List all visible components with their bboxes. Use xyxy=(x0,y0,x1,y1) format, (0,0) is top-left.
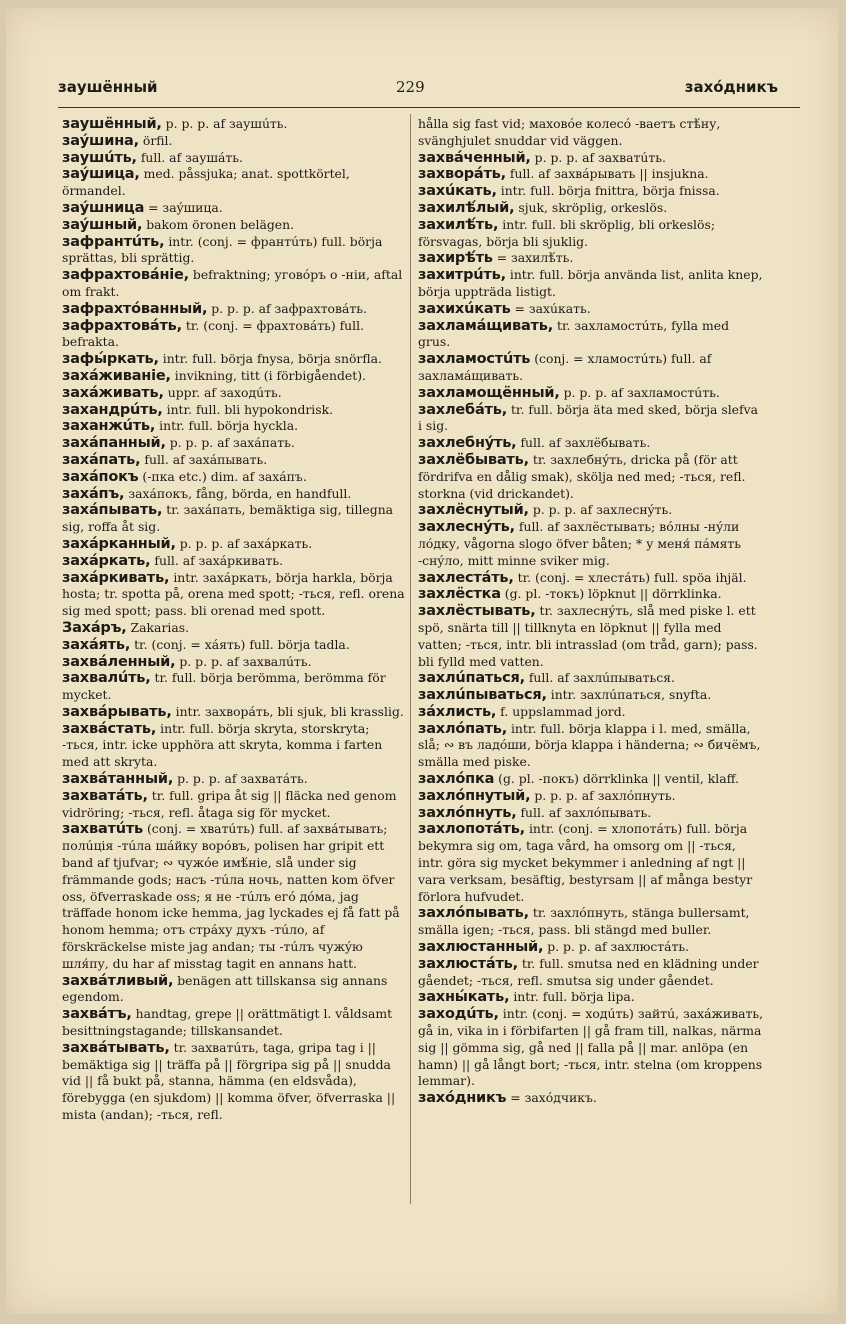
dictionary-entry xyxy=(418,116,764,150)
entry-definition: p. p. p. af захламостúть. xyxy=(559,384,720,400)
entry-definition: full. af захлёстывать; вóлны -нýли лóдку, vågorna slogo öfver båten; * у меня́ пáмять -снýло, mitt minne sviker mig. xyxy=(418,519,742,568)
dictionary-entry xyxy=(62,788,405,822)
dictionary-entry xyxy=(418,519,764,569)
dictionary-entry xyxy=(418,402,764,436)
dictionary-entry xyxy=(62,771,405,788)
entry-headword: захлёстка xyxy=(418,586,501,603)
entry-definition: intr. full. börja använda list, anlita knep, börja uppträda listigt. xyxy=(418,267,763,299)
dictionary-entry xyxy=(418,670,764,687)
entry-definition: bakom öronen belägen. xyxy=(142,216,295,232)
entry-definition: tr. захáпать, bemäktiga sig, tillegna sig, roffa åt sig. xyxy=(62,502,394,535)
entry-headword: захватáть, xyxy=(62,787,148,804)
entry-headword: захвáстать, xyxy=(62,720,157,737)
dictionary-entry xyxy=(62,536,405,553)
entry-headword: зафы́ркать, xyxy=(62,351,159,368)
dictionary-entry xyxy=(62,973,405,1007)
entry-headword: захáпъ, xyxy=(62,485,125,502)
entry-definition: intr. full. bli hypokondrisk. xyxy=(162,401,334,417)
dictionary-entry xyxy=(418,150,764,167)
entry-headword: захлестáть, xyxy=(418,569,514,586)
dictionary-entry xyxy=(62,166,405,200)
entry-definition: = захúкать. xyxy=(510,300,591,316)
dictionary-entry xyxy=(418,1090,764,1107)
dictionary-entry xyxy=(418,200,764,217)
entry-headword: заушúть, xyxy=(62,149,137,166)
entry-headword: зафрахтóванный, xyxy=(62,300,208,317)
dictionary-entry xyxy=(62,1006,405,1040)
entry-definition: intr. full. börja fnittra, börja fnissa. xyxy=(496,183,720,199)
dictionary-entry xyxy=(62,267,405,301)
entry-headword: захлёснутый, xyxy=(418,502,529,519)
dictionary-entry xyxy=(418,687,764,704)
dictionary-entry xyxy=(62,200,405,217)
entry-headword: захвáтъ, xyxy=(62,1006,132,1023)
entry-headword: захáять, xyxy=(62,636,131,653)
dictionary-entry xyxy=(62,570,405,620)
dictionary-entry xyxy=(418,452,764,502)
entry-headword: захлопотáть, xyxy=(418,821,525,838)
page-header xyxy=(58,78,778,104)
entry-headword: зафрантúть, xyxy=(62,233,165,250)
right-column xyxy=(418,116,764,1107)
dictionary-entry xyxy=(62,385,405,402)
dictionary-entry xyxy=(418,771,764,788)
entry-definition: (conj. = хватúть) full. af захвáтывать; полúція -тúла шáйку ворóвъ, polisen har gripit ett band af tjufvar; ∾ чужóе имѣ́ніе, slå under sig främmande gods; насъ -тúла ночь, natten kom öfver oss, öfverraskade oss; я не -тúлъ егó дóма, jag träffade honom icke hemma, jag lyckades ej få fatt på honom hemma; отъ стрáху духъ -тúло, af förskräckelse miste jag andan; ты -тúлъ чужýю шля́пу, du har af misstag tagit en annans hatt. xyxy=(62,821,400,971)
dictionary-entry xyxy=(62,150,405,167)
entry-headword: захлеснýть, xyxy=(418,519,515,536)
entry-headword: захóдникъ xyxy=(418,1090,507,1107)
entry-headword: захáрканный, xyxy=(62,535,176,552)
entry-headword: захáркать, xyxy=(62,552,151,569)
dictionary-entry xyxy=(418,570,764,587)
entry-headword: захáпокъ xyxy=(62,468,139,485)
entry-definition: tr. (conj. = фрахтовáть) full. befrakta. xyxy=(62,317,365,350)
entry-headword: захúкать, xyxy=(418,183,497,200)
entry-headword: захáпывать, xyxy=(62,502,163,519)
entry-headword: зáхлисть, xyxy=(418,703,497,720)
entry-definition: med. påssjuka; anat. spottkörtel, örmandel. xyxy=(62,166,350,199)
entry-definition: intr. full. bli skröplig, bli orkeslös; försvagas, börja bli sjuklig. xyxy=(418,216,716,249)
entry-headword: захлúпаться, xyxy=(418,670,525,687)
dictionary-entry xyxy=(418,435,764,452)
entry-headword: заушённый, xyxy=(62,116,162,132)
entry-definition: intr. (conj. = ходúть) зайтú, захáживать, gå in, vika in i förbifarten || gå fram till, nalkas, närma sig || gömma sig, gå ned || falla på || mar. anlöpa (en hamn) || gå långt bort; -ться, intr. stelna (om kroppens lemmar). xyxy=(418,1006,764,1089)
entry-definition: tr. захватúть, taga, gripa tag i || bemäktiga sig || träffa på || förgripa sig på || snudda vid || få bukt på, stanna, hämma (en eldsvåda), förebygga (en sjukdom) || komma öfver, öfverraska || mista (andan); -ться, refl. xyxy=(62,1039,396,1123)
dictionary-entry xyxy=(418,250,764,267)
entry-definition: (g. pl. -покъ) dörrklinka || ventil, klaff. xyxy=(494,771,739,787)
entry-definition: = заýшица. xyxy=(144,199,223,215)
entry-definition: sjuk, skröplig, orkeslös. xyxy=(514,199,668,215)
entry-definition: intr. full. börja fnysa, börja snörfla. xyxy=(158,351,382,367)
entry-headword: заходúть, xyxy=(418,1006,499,1023)
entry-definition: tr. захламостúть, fylla med grus. xyxy=(418,317,729,350)
dictionary-entry xyxy=(62,721,405,771)
dictionary-entry xyxy=(62,301,405,318)
entry-definition: intr. захлúпаться, snyfta. xyxy=(546,687,712,703)
entry-definition: full. af захлёбывать. xyxy=(516,435,651,451)
dictionary-entry xyxy=(418,502,764,519)
entry-definition: intr. захáркать, börja harkla, börja hosta; tr. spotta på, orena med spott; -ться, refl. orena sig med spott; pass. bli orenad med spott. xyxy=(62,569,405,619)
entry-definition: full. af захáркивать. xyxy=(150,552,284,568)
entry-headword: захлóпывать, xyxy=(418,905,529,922)
entry-headword: захлúпываться, xyxy=(418,687,547,704)
entry-headword: захилѣ́ть, xyxy=(418,216,499,233)
entry-definition: intr. full. börja lipa. xyxy=(509,989,635,1005)
entry-headword: захлёбывать, xyxy=(418,451,529,468)
dictionary-entry xyxy=(418,956,764,990)
left-guide-word: заушённый xyxy=(58,78,158,96)
entry-headword: захламостúть xyxy=(418,351,531,368)
entry-definition: invikning, titt (i förbigåendet). xyxy=(170,367,366,383)
entry-headword: захвáтливый, xyxy=(62,972,174,989)
dictionary-entry xyxy=(62,704,405,721)
entry-headword: захáживаніе, xyxy=(62,367,171,384)
entry-headword: захвáрывать, xyxy=(62,703,172,720)
dictionary-entry xyxy=(418,586,764,603)
entry-definition: full. af захвáрывать || insjukna. xyxy=(505,166,709,182)
entry-definition: intr. захворáть, bli sjuk, bli krasslig. xyxy=(171,703,404,719)
entry-headword: захламощённый, xyxy=(418,384,560,401)
entry-headword: захвáленный, xyxy=(62,653,176,670)
entry-definition: (-пка etc.) dim. af захáпъ. xyxy=(138,468,307,484)
entry-definition: full. af захлóпывать. xyxy=(516,804,652,820)
entry-definition: tr. (conj. = хáять) full. börja tadla. xyxy=(130,636,350,652)
dictionary-entry xyxy=(418,603,764,670)
left-column xyxy=(62,116,405,1124)
dictionary-entry xyxy=(418,788,764,805)
entry-headword: захитрúть, xyxy=(418,267,506,284)
entry-headword: захлебнýть, xyxy=(418,435,517,452)
dictionary-entry xyxy=(62,637,405,654)
dictionary-entry xyxy=(418,183,764,200)
entry-headword: захлóпнутый, xyxy=(418,787,531,804)
dictionary-entry xyxy=(418,301,764,318)
entry-definition: f. uppslammad jord. xyxy=(496,703,626,719)
entry-headword: захлóпнуть, xyxy=(418,804,517,821)
entry-definition: benägen att tillskansa sig annans egendom. xyxy=(62,972,388,1005)
dictionary-entry xyxy=(62,351,405,368)
entry-definition: intr. full. börja skryta, storskryta; -ться, intr. icke upphöra att skryta, komma i farten med att skryta. xyxy=(62,720,383,770)
column-divider xyxy=(410,114,411,1204)
entry-definition: tr. full. gripa åt sig || fläcka ned genom vidröring; -ться, refl. åtaga sig för mycket. xyxy=(62,787,397,820)
entry-headword: захáживать, xyxy=(62,384,164,401)
entry-definition: tr. full. börja berömma, berömma för mycket. xyxy=(62,670,386,703)
dictionary-entry xyxy=(62,435,405,452)
dictionary-entry xyxy=(418,721,764,771)
entry-definition: intr. (conj. = франтúть) full. börja sprättas, bli sprättig. xyxy=(62,233,383,266)
dictionary-entry xyxy=(418,939,764,956)
entry-definition: full. af захлúпываться. xyxy=(524,670,675,686)
entry-definition: full. af заушáть. xyxy=(136,149,243,165)
dictionary-entry xyxy=(62,318,405,352)
entry-definition: (conj. = хламостúть) full. af захламáщивать. xyxy=(418,351,712,383)
header-rule xyxy=(58,107,800,108)
page-number: 229 xyxy=(396,78,425,96)
entry-definition: p. p. p. af захвалúть. xyxy=(175,653,312,669)
dictionary-entry xyxy=(418,704,764,721)
dictionary-entry xyxy=(418,166,764,183)
dictionary-entry xyxy=(62,486,405,503)
entry-headword: заханжúть, xyxy=(62,418,156,435)
entry-definition: p. p. p. af захáркать. xyxy=(175,535,313,551)
entry-definition: = захилѣ́ть. xyxy=(492,250,574,266)
dictionary-entry xyxy=(418,989,764,1006)
entry-definition: p. p. p. af заушúть. xyxy=(161,116,288,131)
entry-headword: захворáть, xyxy=(418,166,506,183)
entry-definition: tr. full. börja äta med sked, börja slefva i sig. xyxy=(418,401,758,434)
entry-headword: захлюстанный, xyxy=(418,939,544,956)
entry-headword: захáпанный, xyxy=(62,435,166,452)
dictionary-entry xyxy=(62,469,405,486)
dictionary-entry xyxy=(62,502,405,536)
dictionary-entry xyxy=(62,553,405,570)
entry-headword: захвалúть, xyxy=(62,670,151,687)
entry-definition: tr. (conj. = хлестáть) full. spöa ihjäl. xyxy=(513,569,747,585)
entry-headword: захандрúть, xyxy=(62,401,163,418)
entry-definition: uppr. af заходúть. xyxy=(163,384,282,400)
dictionary-entry xyxy=(62,620,405,637)
entry-headword: захвáтывать, xyxy=(62,1039,170,1056)
entry-definition: p. p. p. af захлеснýть. xyxy=(528,502,673,518)
entry-definition: p. p. p. af захватúть. xyxy=(530,149,666,165)
entry-definition: intr. full. börja klappa i l. med, smälla, slå; ∾ въ ладóши, börja klappa i händerna; ∾ бичёмъ, smälla med piske. xyxy=(418,720,761,770)
entry-headword: захватúть xyxy=(62,821,144,838)
entry-headword: захирѣ́ть xyxy=(418,250,493,267)
entry-definition: (g. pl. -токъ) löpknut || dörrklinka. xyxy=(500,586,722,602)
dictionary-entry xyxy=(62,1040,405,1124)
dictionary-entry xyxy=(62,821,405,972)
dictionary-entry xyxy=(418,217,764,251)
dictionary-entry xyxy=(62,418,405,435)
entry-definition: захáпокъ, fång, börda, en handfull. xyxy=(124,485,352,501)
entry-definition: intr. (conj. = хлопотáть) full. börja bekymra sig om, taga vård, ha omsorg om || -ться, intr. göra sig mycket bekymmer i anledning af ngt || vara verksam, besäftig, bestyrsam || af många bestyr förlora hufvudet. xyxy=(418,821,753,904)
dictionary-entry xyxy=(418,318,764,352)
dictionary-entry xyxy=(418,351,764,385)
entry-definition: p. p. p. af захáпать. xyxy=(165,435,295,451)
entry-definition: hålla sig fast vid; маховóе колесó -ваетъ стѣ́ну, svänghjulet snuddar vid väggen. xyxy=(418,116,721,148)
entry-headword: захáпать, xyxy=(62,451,141,468)
entry-headword: захлóпка xyxy=(418,771,495,788)
entry-headword: заýшный, xyxy=(62,216,143,233)
dictionary-entry xyxy=(62,452,405,469)
dictionary-entry xyxy=(62,654,405,671)
dictionary-entry xyxy=(418,805,764,822)
entry-definition: tr. захлóпнуть, stänga bullersamt, smälla igen; -ться, pass. bli stängd med buller. xyxy=(418,905,750,938)
entry-headword: захлебáть, xyxy=(418,401,508,418)
dictionary-entry xyxy=(418,267,764,301)
entry-headword: зафрахтовáть, xyxy=(62,317,182,334)
dictionary-entry xyxy=(62,368,405,385)
dictionary-entry xyxy=(62,402,405,419)
dictionary-entry xyxy=(62,217,405,234)
dictionary-entry xyxy=(62,670,405,704)
entry-definition: p. p. p. af зафрахтовáть. xyxy=(207,300,367,316)
entry-headword: заýшница xyxy=(62,199,145,216)
entry-headword: захвáтанный, xyxy=(62,771,174,788)
entry-definition: handtag, grepe || orättmätigt l. våldsamt besittningstagande; tillskansandet. xyxy=(62,1006,393,1039)
entry-headword: заýшина, xyxy=(62,132,139,149)
entry-definition: p. p. p. af захлóпнуть. xyxy=(530,787,676,803)
entry-definition: full. af захáпывать. xyxy=(140,451,268,467)
dictionary-entry xyxy=(418,1006,764,1090)
entry-headword: захвáченный, xyxy=(418,149,531,166)
entry-definition: tr. захлеснýть, slå med piske l. ett spö, snärta till || tillknyta en löpknut || fylla med vatten; -ться, intr. bli intrasslad (om tråd, garn); pass. bli fylld med vatten. xyxy=(418,603,758,669)
entry-headword: захилѣ́лый, xyxy=(418,199,515,216)
dictionary-entry xyxy=(418,821,764,905)
dictionary-entry xyxy=(62,234,405,268)
entry-headword: заýшица, xyxy=(62,166,140,183)
dictionary-entry xyxy=(62,116,405,133)
entry-headword: Захáръ, xyxy=(62,619,127,636)
entry-definition: befraktning; уговóръ о -ніи, aftal om frakt. xyxy=(62,267,403,299)
entry-headword: захлóпать, xyxy=(418,720,508,737)
entry-headword: захáркивать, xyxy=(62,569,170,586)
dictionary-entry xyxy=(62,133,405,150)
entry-definition: intr. full. börja hyckla. xyxy=(155,418,299,434)
entry-headword: захны́кать, xyxy=(418,989,510,1006)
entry-definition: p. p. p. af захватáть. xyxy=(173,771,308,787)
entry-headword: захихúкать xyxy=(418,300,511,317)
right-guide-word: захóдникъ xyxy=(684,78,778,96)
dictionary-entry xyxy=(418,905,764,939)
entry-headword: зафрахтовáніе, xyxy=(62,267,189,284)
entry-definition: = захóдчикъ. xyxy=(506,1090,597,1106)
dictionary-entry xyxy=(418,385,764,402)
entry-headword: захламáщивать, xyxy=(418,317,554,334)
entry-definition: örfil. xyxy=(138,132,173,148)
entry-definition: tr. захлебнýть, dricka på (för att fördrifva en dålig smak), skölja ned med; -ться, refl. storkna (vid drickandet). xyxy=(418,451,746,501)
entry-definition: p. p. p. af захлюстáть. xyxy=(543,939,690,955)
entry-headword: захлёстывать, xyxy=(418,603,536,620)
entry-headword: захлюстáть, xyxy=(418,955,518,972)
entry-definition: tr. full. smutsa ned en klädning under gåendet; -ться, refl. smutsa sig under gåendet. xyxy=(418,955,759,988)
entry-definition: Zakarias. xyxy=(126,619,190,635)
